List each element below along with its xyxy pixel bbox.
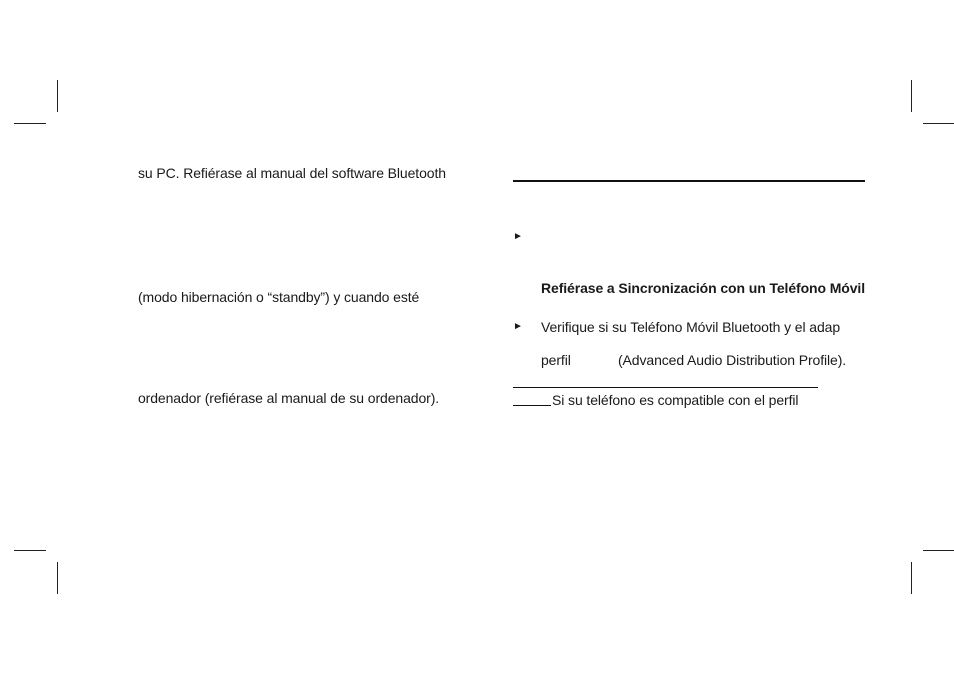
bullet-arrow-icon: ►	[513, 321, 523, 332]
section-divider-rule	[513, 180, 865, 182]
bullet-text-line-2: (Advanced Audio Distribution Profile).	[618, 352, 847, 368]
crop-mark-bottom-right-vertical	[911, 562, 912, 594]
crop-mark-top-left-vertical	[57, 80, 58, 112]
crop-mark-top-left-horizontal	[14, 123, 46, 124]
crop-mark-bottom-left-horizontal	[14, 550, 46, 551]
crop-mark-bottom-right-horizontal	[923, 550, 954, 551]
bullet-text-line-1: Verifique si su Teléfono Móvil Bluetooth y el adap	[541, 319, 841, 335]
section-heading: Refiérase a Sincronización con un Teléfono Móvil	[541, 280, 866, 296]
crop-mark-top-right-vertical	[911, 80, 912, 112]
bullet-text-word-perfil: perfil	[541, 352, 571, 368]
left-text-line-2: (modo hibernación o “standby”) y cuando esté	[138, 289, 420, 305]
note-text: Si su teléfono es compatible con el perfil	[552, 392, 799, 408]
note-underline-stub	[513, 405, 551, 406]
crop-mark-bottom-left-vertical	[57, 562, 58, 594]
left-text-line-1: su PC. Refiérase al manual del software Bluetooth	[138, 165, 446, 181]
bullet-arrow-icon: ►	[513, 231, 523, 242]
note-top-rule	[513, 387, 818, 388]
left-text-line-3: ordenador (refiérase al manual de su ordenador).	[138, 390, 440, 406]
crop-mark-top-right-horizontal	[923, 123, 954, 124]
